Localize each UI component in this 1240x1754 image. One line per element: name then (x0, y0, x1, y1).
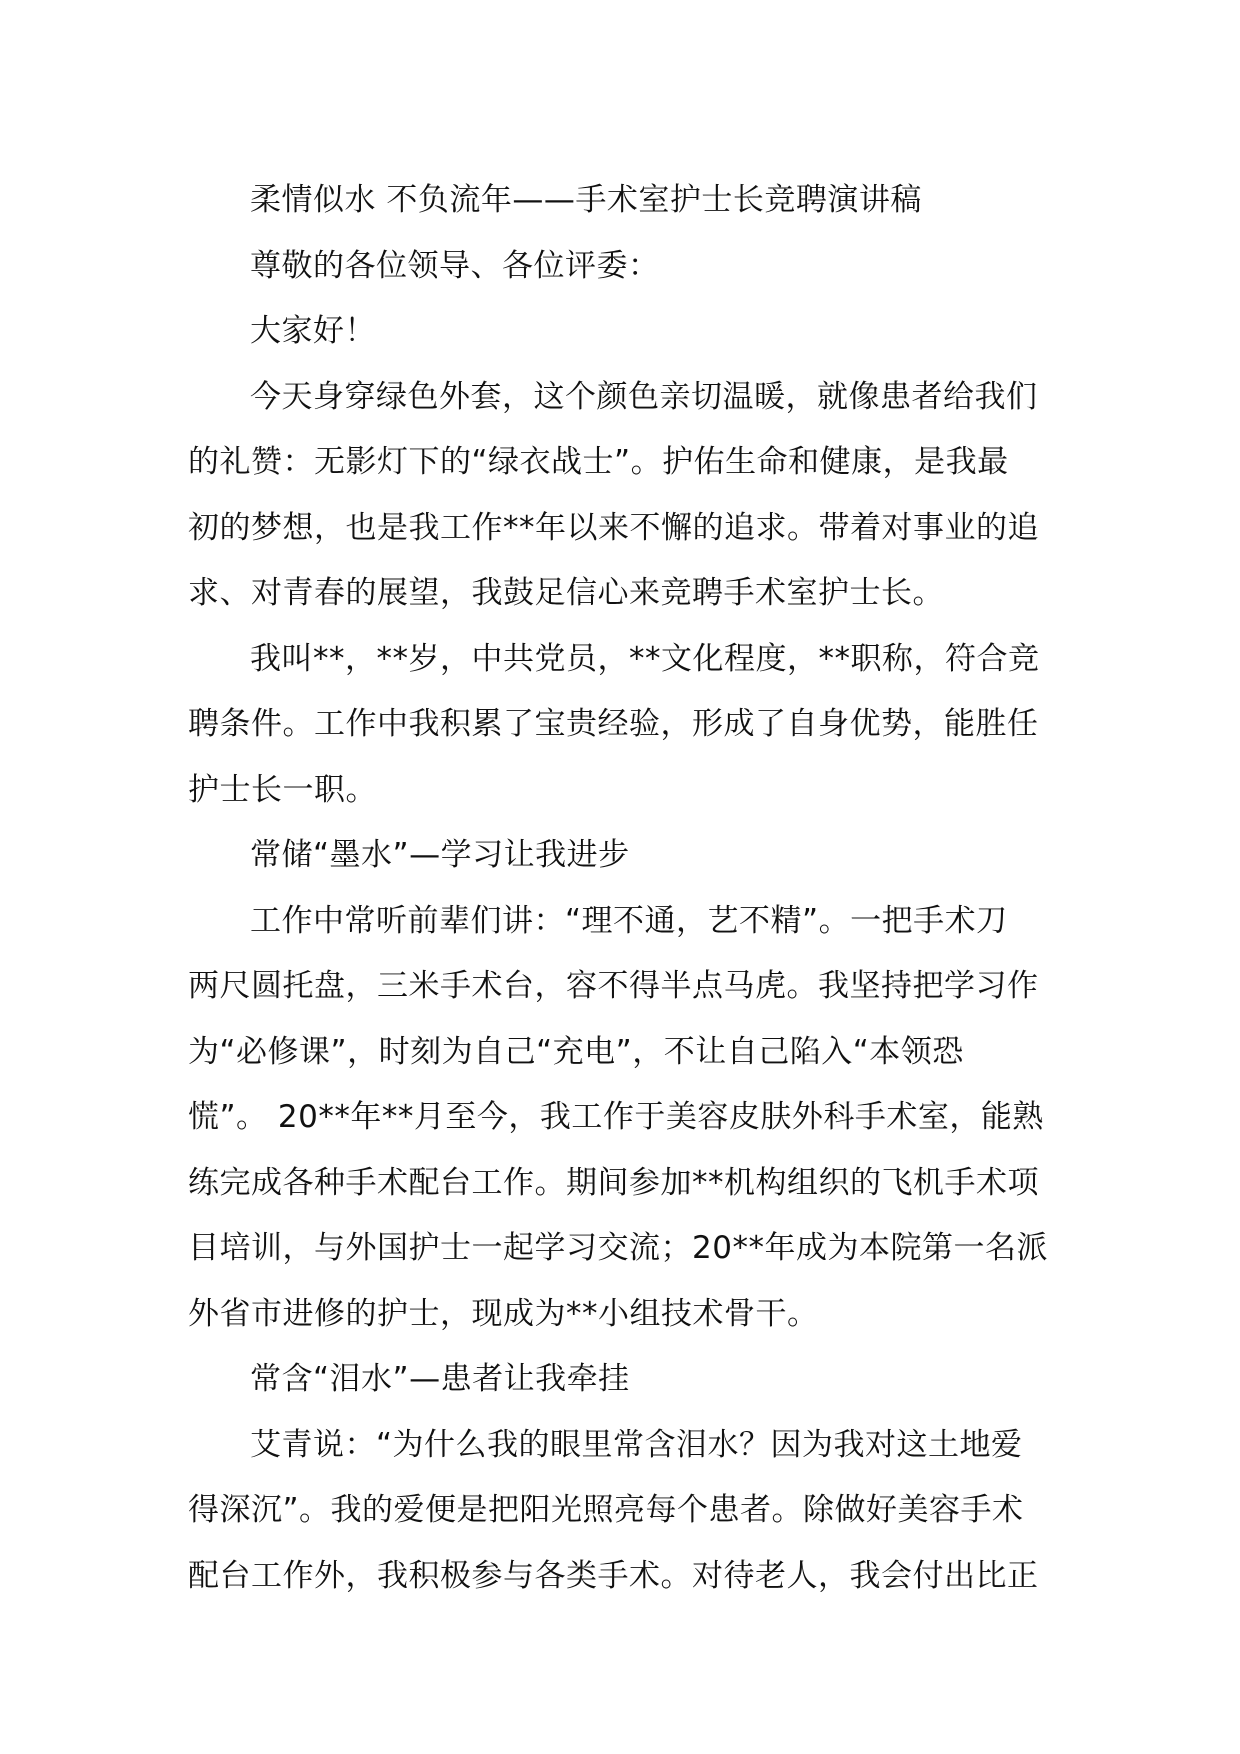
salutation: 尊敬的各位领导、各位评委： (250, 247, 660, 284)
document-body (188, 168, 1056, 1609)
paragraph-line: 工作中常听前辈们讲：“理不通，艺不精”。一把手术刀 (250, 902, 1008, 939)
paragraph-line: 今天身穿绿色外套，这个颜色亲切温暖，就像患者给我们 (250, 378, 1038, 415)
paragraph-line: 的礼赞：无影灯下的“绿衣战士”。护佑生命和健康，是我最 (188, 444, 1009, 480)
paragraph-line: 得深沉”。我的爱便是把阳光照亮每个患者。除做好美容手术 (188, 1492, 1024, 1528)
paragraph-line: 慌”。 20**年**月至今，我工作于美容皮肤外科手术室，能熟 (188, 1099, 1044, 1135)
paragraph-line: 配台工作外，我积极参与各类手术。对待老人，我会付出比正 (188, 1557, 1039, 1594)
paragraph-line: 求、对青春的展望，我鼓足信心来竞聘手术室护士长。 (188, 575, 944, 611)
paragraph-line: 两尺圆托盘，三米手术台，容不得半点马虎。我坚持把学习作 (188, 968, 1039, 1004)
greeting: 大家好！ (250, 313, 376, 349)
paragraph-line: 初的梦想，也是我工作**年以来不懈的追求。带着对事业的追 (188, 509, 1039, 546)
paragraph-line: 聘条件。工作中我积累了宝贵经验，形成了自身优势，能胜任 (188, 706, 1039, 742)
paragraph-line: 为“必修课”，时刻为自己“充电”，不让自己陷入“本领恐 (188, 1033, 964, 1070)
paragraph-line: 我叫**，**岁，中共党员，**文化程度，**职称，符合竞 (250, 640, 1040, 677)
paragraph-line: 目培训，与外国护士一起学习交流；20**年成为本院第一名派 (188, 1230, 1048, 1266)
section-heading-study: 常储“墨水”—学习让我进步 (250, 837, 630, 873)
paragraph-line: 外省市进修的护士，现成为**小组技术骨干。 (188, 1295, 819, 1332)
paragraph-line: 练完成各种手术配台工作。期间参加**机构组织的飞机手术项 (188, 1164, 1039, 1201)
paragraph-line: 护士长一职。 (188, 771, 377, 808)
paragraph-line: 艾青说：“为什么我的眼里常含泪水？因为我对这土地爱 (250, 1426, 1023, 1463)
section-heading-patients: 常含“泪水”—患者让我牵挂 (250, 1361, 630, 1397)
document-title: 柔情似水 不负流年——手术室护士长竞聘演讲稿 (250, 182, 922, 218)
